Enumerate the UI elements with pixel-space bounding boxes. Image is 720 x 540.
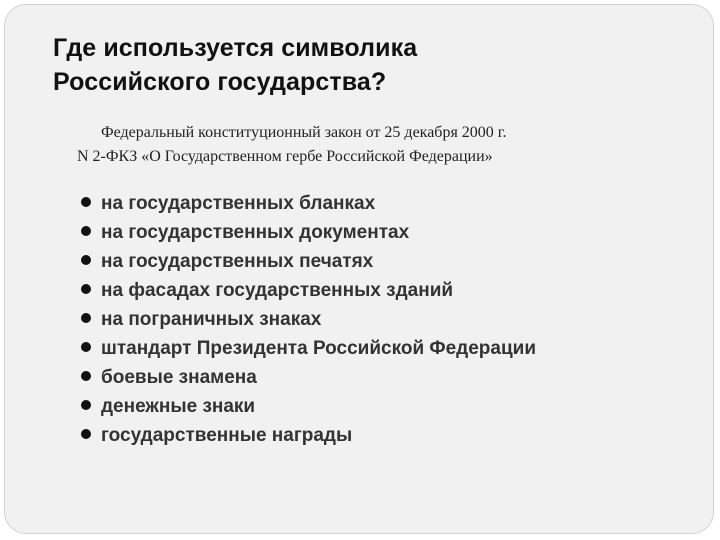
- law-reference-line-2: N 2-ФКЗ «О Государственном гербе Российской Федерации»: [77, 148, 493, 165]
- bullet-icon: [81, 313, 91, 323]
- list-item: [79, 421, 536, 450]
- bullet-icon: [81, 371, 91, 381]
- list-item: [79, 189, 536, 218]
- list-item-text: денежные знаки: [101, 396, 256, 417]
- list-item: [79, 392, 536, 421]
- law-reference: [77, 121, 637, 169]
- bullet-icon: [81, 197, 91, 207]
- bullet-icon: [81, 284, 91, 294]
- list-item: [79, 363, 536, 392]
- bullet-icon: [81, 226, 91, 236]
- list-item-text: на государственных документах: [101, 222, 410, 243]
- bullet-icon: [81, 342, 91, 352]
- list-item: [79, 334, 536, 363]
- list-item-text: на государственных печатях: [101, 251, 374, 272]
- slide: [4, 4, 714, 534]
- list-item: [79, 218, 536, 247]
- title-line-2: Российского государства?: [53, 68, 387, 96]
- list-item: [79, 305, 536, 334]
- slide-title: [53, 31, 417, 99]
- bullet-icon: [81, 255, 91, 265]
- list-item-text: государственные награды: [101, 425, 353, 446]
- usage-list: [79, 189, 536, 450]
- law-reference-line-1: Федеральный конституционный закон от 25 декабря 2000 г.: [101, 124, 507, 141]
- list-item-text: на пограничных знаках: [101, 309, 322, 330]
- list-item-text: штандарт Президента Российской Федерации: [101, 338, 537, 359]
- list-item-text: на государственных бланках: [101, 193, 376, 214]
- bullet-icon: [81, 400, 91, 410]
- list-item: [79, 276, 536, 305]
- title-line-1: Где используется символика: [53, 34, 418, 62]
- list-item: [79, 247, 536, 276]
- list-item-text: на фасадах государственных зданий: [101, 280, 454, 301]
- bullet-icon: [81, 429, 91, 439]
- list-item-text: боевые знамена: [101, 367, 257, 388]
